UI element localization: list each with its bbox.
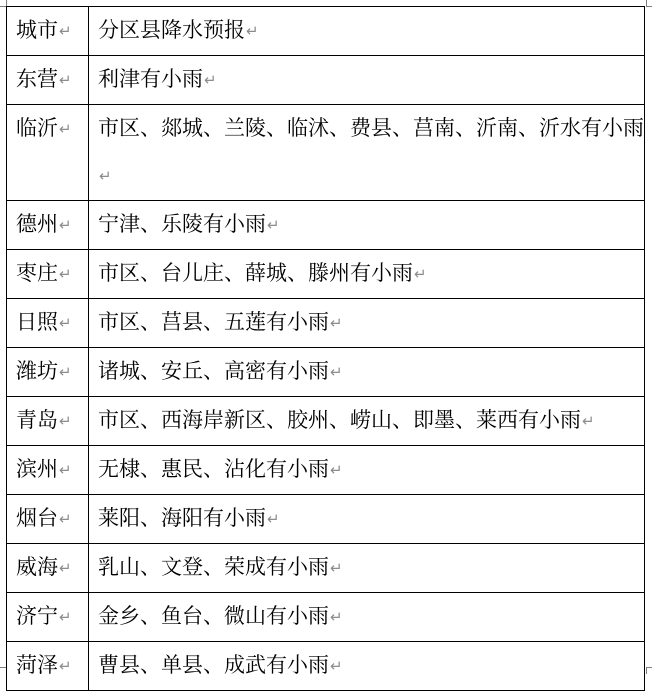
forecast-text: 金乡、鱼台、微山有小雨 [98,604,329,628]
city-name: 威海 [16,555,58,579]
paragraph-mark-icon: ↵ [59,657,72,675]
precipitation-forecast-table [6,6,645,691]
forecast-text: 诸城、安丘、高密有小雨 [98,359,329,383]
paragraph-mark-icon: ↵ [59,71,72,89]
city-cell[interactable] [7,250,89,299]
city-name: 临沂 [16,116,58,140]
forecast-text: 曹县、单县、成武有小雨 [98,653,329,677]
paragraph-mark-icon: ↵ [330,461,343,479]
city-name: 菏泽 [16,653,58,677]
forecast-cell[interactable] [89,348,645,397]
table-body [7,7,645,691]
paragraph-mark-icon: ↵ [59,314,72,332]
forecast-cell[interactable] [89,105,645,201]
table-row [7,201,645,250]
forecast-text: 莱阳、海阳有小雨 [98,506,266,530]
paragraph-mark-icon: ↵ [582,412,595,430]
paragraph-mark-icon: ↵ [330,559,343,577]
paragraph-mark-icon: ↵ [204,71,217,89]
header-city-text: 城市 [16,18,58,42]
city-cell[interactable] [7,642,89,691]
paragraph-mark-icon: ↵ [59,510,72,528]
city-name: 枣庄 [16,261,58,285]
paragraph-mark-icon: ↵ [330,657,343,675]
city-cell[interactable] [7,105,89,201]
forecast-cell[interactable] [89,299,645,348]
table-row [7,495,645,544]
paragraph-mark-icon: ↵ [267,216,280,234]
city-name: 潍坊 [16,359,58,383]
city-cell[interactable] [7,299,89,348]
paragraph-mark-icon: ↵ [414,265,427,283]
table-row [7,544,645,593]
paragraph-mark-icon: ↵ [59,608,72,626]
city-name: 日照 [16,310,58,334]
forecast-cell[interactable] [89,642,645,691]
forecast-cell[interactable] [89,250,645,299]
paragraph-mark-icon: ↵ [59,22,72,40]
paragraph-mark-icon: ↵ [59,412,72,430]
city-name: 德州 [16,212,58,236]
forecast-text: 市区、郯城、兰陵、临沭、费县、莒南、沂南、沂水有小雨 [98,116,644,140]
paragraph-mark-icon: ↵ [59,120,72,138]
forecast-cell[interactable] [89,56,645,105]
paragraph-mark-icon: ↵ [267,510,280,528]
forecast-cell[interactable] [89,593,645,642]
paragraph-mark-icon: ↵ [59,461,72,479]
city-cell[interactable] [7,593,89,642]
table-row [7,397,645,446]
paragraph-mark-icon: ↵ [330,608,343,626]
paragraph-mark-icon: ↵ [59,559,72,577]
header-cell-city[interactable] [7,7,89,56]
paragraph-mark-icon: ↵ [59,265,72,283]
corner-mark-top-right [646,0,652,7]
city-cell[interactable] [7,544,89,593]
city-name: 青岛 [16,408,58,432]
city-name: 济宁 [16,604,58,628]
table-row [7,593,645,642]
table-row [7,105,645,201]
paragraph-mark-icon: ↵ [330,314,343,332]
city-cell[interactable] [7,446,89,495]
table-row [7,642,645,691]
forecast-cell[interactable] [89,397,645,446]
paragraph-mark-icon: ↵ [330,363,343,381]
forecast-text: 市区、西海岸新区、胶州、崂山、即墨、莱西有小雨 [98,408,581,432]
header-cell-region[interactable] [89,7,645,56]
table-row [7,446,645,495]
table-header-row [7,7,645,56]
paragraph-mark-icon: ↵ [59,216,72,234]
paragraph-mark-icon: ↵ [246,22,259,40]
city-cell[interactable] [7,56,89,105]
city-cell[interactable] [7,348,89,397]
forecast-text: 宁津、乐陵有小雨 [98,212,266,236]
forecast-text: 利津有小雨 [98,67,203,91]
city-name: 烟台 [16,506,58,530]
table-row [7,250,645,299]
forecast-cell[interactable] [89,544,645,593]
city-name: 滨州 [16,457,58,481]
city-cell[interactable] [7,397,89,446]
forecast-cell[interactable] [89,201,645,250]
table-row [7,56,645,105]
paragraph-mark-icon: ↵ [59,363,72,381]
table-row [7,299,645,348]
forecast-cell[interactable] [89,495,645,544]
header-region-text: 分区县降水预报 [98,18,245,42]
forecast-text: 乳山、文登、荣成有小雨 [98,555,329,579]
city-name: 东营 [16,67,58,91]
table-row [7,348,645,397]
forecast-text: 无棣、惠民、沾化有小雨 [98,457,329,481]
city-cell[interactable] [7,201,89,250]
forecast-cell[interactable] [89,446,645,495]
city-cell[interactable] [7,495,89,544]
forecast-text: 市区、莒县、五莲有小雨 [98,310,329,334]
paragraph-mark-icon: ↵ [99,167,112,185]
forecast-text: 市区、台儿庄、薛城、滕州有小雨 [98,261,413,285]
